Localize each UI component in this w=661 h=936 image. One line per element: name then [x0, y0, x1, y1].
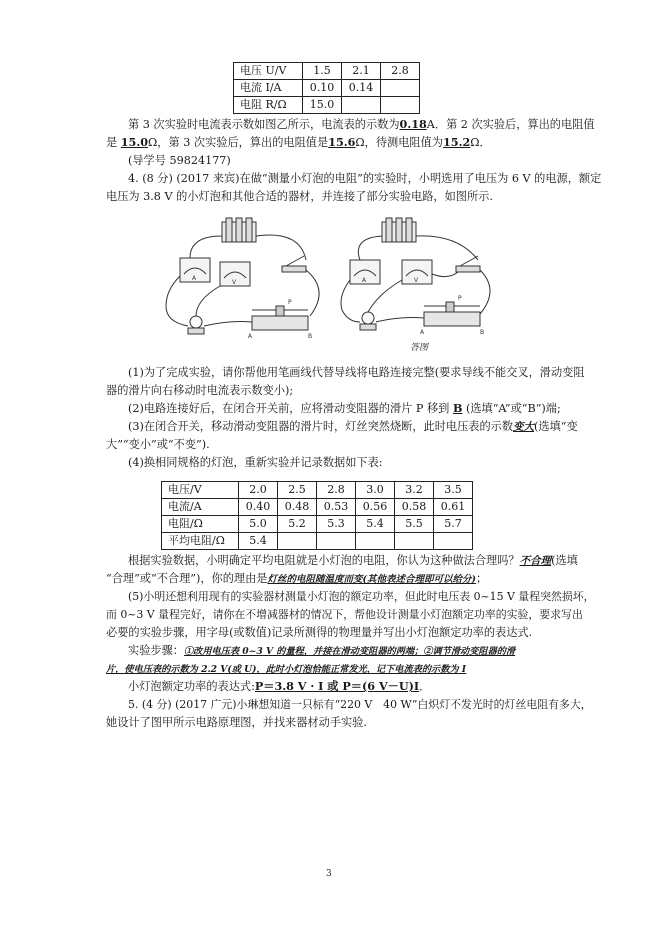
- table2-row: [162, 482, 473, 499]
- circuit-right: [341, 218, 490, 336]
- data-table-1: [233, 62, 420, 114]
- table1-row-label: 电阻 R/Ω: [234, 97, 303, 114]
- q4-intro-1: 4. (8 分) (2017 来宾)在做“测量小灯泡的电阻”的实验时，小明选用了电压为 6 V 的电源，额定: [128, 172, 602, 185]
- table1-row: [234, 97, 420, 114]
- q4-part5-line3: 必要的实验步骤，用字母(或数值)记录所测得的物理量并写出小灯泡额定功率的表达式.: [106, 626, 533, 639]
- table2-cell: 0.61: [434, 499, 473, 516]
- svg-text:V: V: [232, 279, 237, 286]
- svg-text:P: P: [458, 295, 462, 302]
- circuit-figure: [160, 210, 500, 350]
- table2-row-label: 电阻/Ω: [162, 516, 239, 533]
- circuit-left: [166, 218, 319, 340]
- figure-caption: 答图: [410, 343, 429, 353]
- table1-row-label: 电流 I/A: [234, 80, 303, 97]
- table2-cell: 2.0: [239, 482, 278, 499]
- table1-cell: 1.5: [303, 63, 342, 80]
- svg-text:P: P: [288, 299, 292, 306]
- bulb-icon: [188, 316, 204, 334]
- q4-judgement-2: “合理”或“不合理”)，你的理由是灯丝的电阻随温度而变(其他表述合理即可以给分)；: [106, 572, 488, 585]
- table1-row: [234, 80, 420, 97]
- q4-steps-2: 片，使电压表的示数为 2.2 V(或 U)，此时小灯泡恰能正常发光，记下电流表的示数为 I: [106, 664, 467, 675]
- switch-icon: [282, 256, 306, 272]
- rheostat-icon: [248, 299, 312, 340]
- table2-cell: 0.58: [395, 499, 434, 516]
- table2-cell: [317, 533, 356, 550]
- page-number: 3: [326, 869, 332, 879]
- table2-cell: 5.4: [356, 516, 395, 533]
- svg-text:A: A: [420, 329, 425, 336]
- q5-line-1: 5. (4 分) (2017 广元)小琳想知道一只标有“220 V 40 W”白炽灯不发光时的灯丝电阻有多大，: [128, 698, 592, 711]
- battery-icon: [222, 218, 256, 242]
- table2-cell: [395, 533, 434, 550]
- table2-cell: [278, 533, 317, 550]
- table1-cell: 0.14: [342, 80, 381, 97]
- table2-cell: 0.56: [356, 499, 395, 516]
- table2-cell: [434, 533, 473, 550]
- table2-cell: 0.53: [317, 499, 356, 516]
- table2-row-label: 平均电阻/Ω: [162, 533, 239, 550]
- table1-row-label: 电压 U/V: [234, 63, 303, 80]
- table2-cell: 2.5: [278, 482, 317, 499]
- svg-text:A: A: [248, 333, 253, 340]
- table2-cell: 5.3: [317, 516, 356, 533]
- q4-part1-line2: 器的滑片向右移动时电流表示数变小);: [106, 384, 294, 397]
- table2-cell: 3.5: [434, 482, 473, 499]
- svg-text:B: B: [480, 329, 485, 336]
- svg-text:B: B: [308, 333, 313, 340]
- table2-cell: 5.0: [239, 516, 278, 533]
- table2-row-label: 电压/V: [162, 482, 239, 499]
- table2-cell: 5.2: [278, 516, 317, 533]
- table2-cell: 0.40: [239, 499, 278, 516]
- table1-row: [234, 63, 420, 80]
- q4-intro-2: 电压为 3.8 V 的小灯泡和其他合适的器材，并连接了部分实验电路，如图所示.: [106, 190, 493, 203]
- table2-row-label: 电流/A: [162, 499, 239, 516]
- table2-cell: 5.7: [434, 516, 473, 533]
- rheostat-icon: [420, 295, 484, 336]
- q4-part3-line1: (3)在闭合开关，移动滑动变阻器的滑片时，灯丝突然烧断，此时电压表的示数变大(选填“变: [128, 420, 578, 433]
- table2-row: [162, 516, 473, 533]
- table2-cell: 3.2: [395, 482, 434, 499]
- table2-cell: 3.0: [356, 482, 395, 499]
- table2-cell: 0.48: [278, 499, 317, 516]
- q4-part2: (2)电路连接好后，在闭合开关前，应将滑动变阻器的滑片 P 移到 B (选填“A”或“B”)端;: [128, 401, 561, 415]
- table1-cell: [381, 80, 420, 97]
- table2-row: [162, 533, 473, 550]
- q4-steps-1: 实验步骤：①改用电压表 0~3 V 的量程，并接在滑动变阻器的两端；②调节滑动变阻器的滑: [128, 644, 516, 657]
- table2-row: [162, 499, 473, 516]
- data-table-2: [161, 481, 473, 550]
- svg-text:A: A: [362, 277, 367, 284]
- q4-part4: (4)换相同规格的灯泡，重新实验并记录数据如下表:: [128, 456, 383, 469]
- svg-text:V: V: [414, 277, 419, 284]
- q4-part5-line2: 而 0~3 V 量程完好，请你在不增减器材的情况下，帮他设计测量小灯泡额定功率的实验，要求写出: [106, 608, 583, 621]
- table2-cell: 5.4: [239, 533, 278, 550]
- table1-cell: [381, 97, 420, 114]
- battery-icon: [382, 218, 416, 242]
- voltmeter-icon: [220, 262, 250, 286]
- guide-number: (导学号 59824177): [128, 154, 231, 167]
- table2-cell: [356, 533, 395, 550]
- table1-cell: 0.10: [303, 80, 342, 97]
- q4-power-expression: 小灯泡额定功率的表达式:P＝3.8 V · I 或 P＝(6 V－U)I．: [128, 679, 431, 693]
- q4-part5-line1: (5)小明还想利用现有的实验器材测量小灯泡的额定功率，但此时电压表 0~15 V 量程突然损坏，: [128, 590, 595, 603]
- table1-cell: 2.1: [342, 63, 381, 80]
- q3-line-1: 第 3 次实验时电流表示数如图乙所示，电流表的示数为0.18A．第 2 次实验后，算出的电阻值: [128, 117, 595, 131]
- table1-cell: [342, 97, 381, 114]
- ammeter-icon: [350, 260, 380, 284]
- voltmeter-icon: [402, 260, 432, 284]
- bulb-icon: [360, 312, 376, 330]
- ammeter-icon: [180, 258, 210, 282]
- table2-cell: 5.5: [395, 516, 434, 533]
- table2-cell: 2.8: [317, 482, 356, 499]
- table1-cell: 2.8: [381, 63, 420, 80]
- q4-judgement-1: 根据实验数据，小明确定平均电阻就是小灯泡的电阻，你认为这种做法合理吗？不合理(选填: [128, 554, 578, 567]
- q4-part1-line1: (1)为了完成实验，请你帮他用笔画线代替导线将电路连接完整(要求导线不能交叉，滑动变阻: [128, 366, 585, 379]
- table1-cell: 15.0: [303, 97, 342, 114]
- q3-line-2: 是 15.0Ω，第 3 次实验后，算出的电阻值是15.6Ω，待测电阻值为15.2Ω．: [106, 135, 491, 149]
- q5-line-2: 她设计了图甲所示电路原理图，并找来器材动手实验.: [106, 716, 367, 729]
- svg-text:A: A: [192, 275, 197, 282]
- q4-part3-line2: 大”“变小”或“不变”).: [106, 438, 210, 451]
